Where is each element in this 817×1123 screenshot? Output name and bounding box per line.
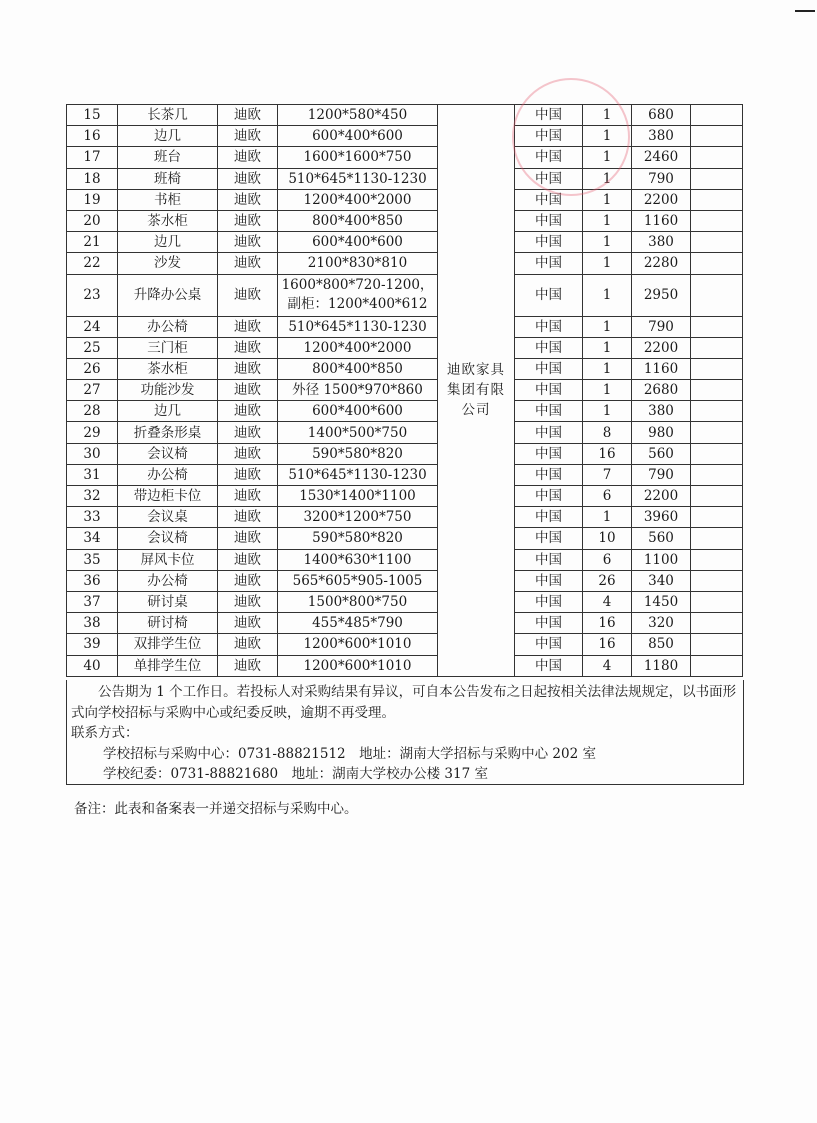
cell-item-name: 办公椅 xyxy=(118,570,218,591)
cell-unit-price: 680 xyxy=(632,105,691,126)
cell-quantity: 8 xyxy=(583,422,632,443)
cell-brand: 迪欧 xyxy=(218,528,278,549)
cell-item-name: 茶水柜 xyxy=(118,210,218,231)
cell-item-name: 研讨桌 xyxy=(118,591,218,612)
table-row xyxy=(67,655,743,676)
cell-origin: 中国 xyxy=(515,316,583,337)
cell-number: 24 xyxy=(67,316,118,337)
cell-quantity: 1 xyxy=(583,380,632,401)
cell-spec: 590*580*820 xyxy=(278,443,438,464)
cell-spec: 510*645*1130-1230 xyxy=(278,316,438,337)
table-row xyxy=(67,443,743,464)
cell-number: 29 xyxy=(67,422,118,443)
cell-number: 32 xyxy=(67,486,118,507)
table-row xyxy=(67,232,743,253)
scan-corner-mark xyxy=(795,10,815,12)
cell-origin: 中国 xyxy=(515,655,583,676)
cell-unit-price: 2950 xyxy=(632,274,691,316)
cell-origin: 中国 xyxy=(515,507,583,528)
cell-unit-price: 790 xyxy=(632,316,691,337)
cell-origin: 中国 xyxy=(515,253,583,274)
cell-remark xyxy=(691,380,743,401)
cell-unit-price: 850 xyxy=(632,634,691,655)
cell-supplier: 迪欧家具集团有限公司 xyxy=(438,105,515,677)
cell-brand: 迪欧 xyxy=(218,168,278,189)
cell-number: 18 xyxy=(67,168,118,189)
cell-brand: 迪欧 xyxy=(218,380,278,401)
spec-line-2: 副柜：1200*400*612 xyxy=(287,296,428,312)
cell-spec: 600*400*600 xyxy=(278,401,438,422)
cell-brand: 迪欧 xyxy=(218,422,278,443)
cell-quantity: 16 xyxy=(583,613,632,634)
cell-remark xyxy=(691,274,743,316)
cell-item-name: 班台 xyxy=(118,147,218,168)
cell-remark xyxy=(691,549,743,570)
cell-spec: 565*605*905-1005 xyxy=(278,570,438,591)
cell-quantity: 4 xyxy=(583,591,632,612)
cell-number: 28 xyxy=(67,401,118,422)
cell-spec: 800*400*850 xyxy=(278,358,438,379)
cell-spec: 1600*1600*750 xyxy=(278,147,438,168)
cell-spec: 510*645*1130-1230 xyxy=(278,464,438,485)
cell-origin: 中国 xyxy=(515,591,583,612)
cell-number: 35 xyxy=(67,549,118,570)
cell-remark xyxy=(691,316,743,337)
cell-number: 19 xyxy=(67,189,118,210)
cell-unit-price: 790 xyxy=(632,168,691,189)
cell-remark xyxy=(691,570,743,591)
cell-item-name: 带边柜卡位 xyxy=(118,486,218,507)
cell-spec: 1200*400*2000 xyxy=(278,189,438,210)
cell-origin: 中国 xyxy=(515,443,583,464)
cell-item-name: 边几 xyxy=(118,126,218,147)
footer-note: 备注：此表和备案表一并递交招标与采购中心。 xyxy=(74,801,358,817)
table-row xyxy=(67,422,743,443)
cell-remark xyxy=(691,189,743,210)
table-row xyxy=(67,570,743,591)
cell-unit-price: 1100 xyxy=(632,549,691,570)
cell-brand: 迪欧 xyxy=(218,274,278,316)
cell-spec: 800*400*850 xyxy=(278,210,438,231)
cell-origin: 中国 xyxy=(515,634,583,655)
table-row xyxy=(67,316,743,337)
cell-quantity: 1 xyxy=(583,337,632,358)
cell-unit-price: 2200 xyxy=(632,189,691,210)
cell-origin: 中国 xyxy=(515,126,583,147)
cell-unit-price: 1160 xyxy=(632,358,691,379)
cell-spec: 1200*400*2000 xyxy=(278,337,438,358)
cell-origin: 中国 xyxy=(515,147,583,168)
cell-origin: 中国 xyxy=(515,274,583,316)
cell-quantity: 1 xyxy=(583,316,632,337)
cell-remark xyxy=(691,253,743,274)
cell-remark xyxy=(691,401,743,422)
cell-item-name: 办公椅 xyxy=(118,316,218,337)
contact-procurement-center: 学校招标与采购中心：0731-88821512 地址：湖南大学招标与采购中心 202 室 xyxy=(103,745,596,762)
cell-number: 26 xyxy=(67,358,118,379)
cell-number: 30 xyxy=(67,443,118,464)
cell-spec: 455*485*790 xyxy=(278,613,438,634)
cell-unit-price: 790 xyxy=(632,464,691,485)
cell-origin: 中国 xyxy=(515,337,583,358)
table-row xyxy=(67,189,743,210)
cell-quantity: 16 xyxy=(583,634,632,655)
cell-number: 31 xyxy=(67,464,118,485)
cell-item-name: 单排学生位 xyxy=(118,655,218,676)
cell-origin: 中国 xyxy=(515,210,583,231)
cell-unit-price: 2200 xyxy=(632,486,691,507)
table-row xyxy=(67,337,743,358)
cell-origin: 中国 xyxy=(515,189,583,210)
table-row xyxy=(67,613,743,634)
cell-quantity: 1 xyxy=(583,401,632,422)
cell-brand: 迪欧 xyxy=(218,105,278,126)
cell-unit-price: 1160 xyxy=(632,210,691,231)
cell-remark xyxy=(691,105,743,126)
cell-quantity: 1 xyxy=(583,253,632,274)
cell-brand: 迪欧 xyxy=(218,232,278,253)
cell-spec: 外径 1500*970*860 xyxy=(278,380,438,401)
table-row xyxy=(67,486,743,507)
cell-quantity: 10 xyxy=(583,528,632,549)
cell-quantity: 16 xyxy=(583,443,632,464)
cell-brand: 迪欧 xyxy=(218,507,278,528)
cell-spec xyxy=(278,274,438,316)
cell-remark xyxy=(691,613,743,634)
cell-brand: 迪欧 xyxy=(218,126,278,147)
table-row xyxy=(67,380,743,401)
cell-number: 17 xyxy=(67,147,118,168)
cell-number: 20 xyxy=(67,210,118,231)
cell-quantity: 1 xyxy=(583,189,632,210)
cell-brand: 迪欧 xyxy=(218,358,278,379)
cell-number: 15 xyxy=(67,105,118,126)
cell-number: 38 xyxy=(67,613,118,634)
contact-discipline-committee: 学校纪委：0731-88821680 地址：湖南大学校办公楼 317 室 xyxy=(103,766,488,782)
cell-unit-price: 380 xyxy=(632,232,691,253)
cell-number: 27 xyxy=(67,380,118,401)
cell-unit-price: 1180 xyxy=(632,655,691,676)
cell-quantity: 1 xyxy=(583,232,632,253)
notice-text: 公告期为 1 个工作日。若投标人对采购结果有异议，可自本公告发布之日起按相关法律法规规定，以书面形式向学校招标与采购中心或纪委反映，逾期不再受理。 xyxy=(71,684,737,721)
cell-unit-price: 980 xyxy=(632,422,691,443)
cell-quantity: 1 xyxy=(583,147,632,168)
cell-spec: 1200*600*1010 xyxy=(278,634,438,655)
cell-brand: 迪欧 xyxy=(218,591,278,612)
cell-spec: 1200*580*450 xyxy=(278,105,438,126)
cell-item-name: 边几 xyxy=(118,232,218,253)
notice-box xyxy=(66,680,744,785)
cell-item-name: 书柜 xyxy=(118,189,218,210)
cell-item-name: 双排学生位 xyxy=(118,634,218,655)
cell-origin: 中国 xyxy=(515,401,583,422)
cell-number: 25 xyxy=(67,337,118,358)
cell-spec: 3200*1200*750 xyxy=(278,507,438,528)
cell-item-name: 沙发 xyxy=(118,253,218,274)
cell-origin: 中国 xyxy=(515,358,583,379)
cell-origin: 中国 xyxy=(515,570,583,591)
cell-quantity: 7 xyxy=(583,464,632,485)
cell-brand: 迪欧 xyxy=(218,634,278,655)
cell-quantity: 1 xyxy=(583,210,632,231)
cell-item-name: 升降办公桌 xyxy=(118,274,218,316)
cell-number: 40 xyxy=(67,655,118,676)
cell-remark xyxy=(691,486,743,507)
table-row xyxy=(67,401,743,422)
cell-number: 36 xyxy=(67,570,118,591)
cell-brand: 迪欧 xyxy=(218,337,278,358)
table-row xyxy=(67,528,743,549)
cell-remark xyxy=(691,232,743,253)
cell-brand: 迪欧 xyxy=(218,253,278,274)
cell-brand: 迪欧 xyxy=(218,189,278,210)
cell-quantity: 6 xyxy=(583,549,632,570)
cell-spec: 1400*630*1100 xyxy=(278,549,438,570)
cell-remark xyxy=(691,464,743,485)
cell-origin: 中国 xyxy=(515,380,583,401)
cell-item-name: 会议椅 xyxy=(118,443,218,464)
cell-brand: 迪欧 xyxy=(218,613,278,634)
cell-brand: 迪欧 xyxy=(218,464,278,485)
cell-brand: 迪欧 xyxy=(218,316,278,337)
cell-spec: 590*580*820 xyxy=(278,528,438,549)
cell-unit-price: 320 xyxy=(632,613,691,634)
cell-origin: 中国 xyxy=(515,168,583,189)
cell-remark xyxy=(691,168,743,189)
cell-number: 16 xyxy=(67,126,118,147)
cell-unit-price: 340 xyxy=(632,570,691,591)
table-row xyxy=(67,634,743,655)
table-row xyxy=(67,464,743,485)
cell-item-name: 茶水柜 xyxy=(118,358,218,379)
cell-remark xyxy=(691,507,743,528)
cell-remark xyxy=(691,126,743,147)
cell-quantity: 1 xyxy=(583,126,632,147)
cell-spec: 600*400*600 xyxy=(278,126,438,147)
table-row xyxy=(67,274,743,316)
cell-origin: 中国 xyxy=(515,613,583,634)
cell-unit-price: 1450 xyxy=(632,591,691,612)
cell-remark xyxy=(691,147,743,168)
cell-item-name: 屏风卡位 xyxy=(118,549,218,570)
cell-unit-price: 2280 xyxy=(632,253,691,274)
cell-number: 22 xyxy=(67,253,118,274)
cell-quantity: 26 xyxy=(583,570,632,591)
cell-brand: 迪欧 xyxy=(218,486,278,507)
cell-remark xyxy=(691,528,743,549)
cell-origin: 中国 xyxy=(515,464,583,485)
cell-remark xyxy=(691,634,743,655)
cell-brand: 迪欧 xyxy=(218,443,278,464)
cell-brand: 迪欧 xyxy=(218,549,278,570)
cell-remark xyxy=(691,210,743,231)
cell-number: 33 xyxy=(67,507,118,528)
cell-remark xyxy=(691,422,743,443)
cell-origin: 中国 xyxy=(515,232,583,253)
cell-remark xyxy=(691,358,743,379)
cell-item-name: 折叠条形桌 xyxy=(118,422,218,443)
cell-number: 39 xyxy=(67,634,118,655)
cell-origin: 中国 xyxy=(515,549,583,570)
cell-remark xyxy=(691,443,743,464)
cell-spec: 1500*800*750 xyxy=(278,591,438,612)
table-row xyxy=(67,210,743,231)
cell-remark xyxy=(691,337,743,358)
table-row xyxy=(67,549,743,570)
cell-number: 23 xyxy=(67,274,118,316)
cell-brand: 迪欧 xyxy=(218,570,278,591)
cell-unit-price: 3960 xyxy=(632,507,691,528)
cell-number: 34 xyxy=(67,528,118,549)
cell-number: 21 xyxy=(67,232,118,253)
cell-unit-price: 560 xyxy=(632,528,691,549)
cell-remark xyxy=(691,591,743,612)
cell-quantity: 4 xyxy=(583,655,632,676)
spec-line-1: 1600*800*720-1200， xyxy=(281,277,434,293)
cell-brand: 迪欧 xyxy=(218,210,278,231)
cell-item-name: 三门柜 xyxy=(118,337,218,358)
cell-spec: 600*400*600 xyxy=(278,232,438,253)
cell-unit-price: 380 xyxy=(632,126,691,147)
cell-spec: 1530*1400*1100 xyxy=(278,486,438,507)
cell-quantity: 1 xyxy=(583,358,632,379)
cell-quantity: 1 xyxy=(583,168,632,189)
cell-unit-price: 560 xyxy=(632,443,691,464)
cell-item-name: 办公椅 xyxy=(118,464,218,485)
cell-unit-price: 2460 xyxy=(632,147,691,168)
table-row xyxy=(67,591,743,612)
cell-brand: 迪欧 xyxy=(218,655,278,676)
cell-remark xyxy=(691,655,743,676)
cell-spec: 1400*500*750 xyxy=(278,422,438,443)
cell-item-name: 会议桌 xyxy=(118,507,218,528)
cell-spec: 2100*830*810 xyxy=(278,253,438,274)
cell-spec: 1200*600*1010 xyxy=(278,655,438,676)
cell-brand: 迪欧 xyxy=(218,401,278,422)
cell-unit-price: 2200 xyxy=(632,337,691,358)
table-row xyxy=(67,507,743,528)
cell-origin: 中国 xyxy=(515,528,583,549)
table-row xyxy=(67,105,743,126)
cell-unit-price: 2680 xyxy=(632,380,691,401)
cell-origin: 中国 xyxy=(515,105,583,126)
cell-quantity: 1 xyxy=(583,507,632,528)
cell-number: 37 xyxy=(67,591,118,612)
table-row xyxy=(67,126,743,147)
cell-quantity: 1 xyxy=(583,105,632,126)
table-row xyxy=(67,253,743,274)
cell-item-name: 研讨椅 xyxy=(118,613,218,634)
procurement-result-table xyxy=(66,104,743,677)
table-row xyxy=(67,147,743,168)
cell-quantity: 6 xyxy=(583,486,632,507)
cell-item-name: 功能沙发 xyxy=(118,380,218,401)
cell-item-name: 班椅 xyxy=(118,168,218,189)
table-row xyxy=(67,168,743,189)
cell-item-name: 长茶几 xyxy=(118,105,218,126)
cell-brand: 迪欧 xyxy=(218,147,278,168)
table-row xyxy=(67,358,743,379)
cell-item-name: 会议椅 xyxy=(118,528,218,549)
cell-origin: 中国 xyxy=(515,422,583,443)
contact-title: 联系方式： xyxy=(71,725,139,741)
cell-quantity: 1 xyxy=(583,274,632,316)
cell-origin: 中国 xyxy=(515,486,583,507)
cell-spec: 510*645*1130-1230 xyxy=(278,168,438,189)
cell-unit-price: 380 xyxy=(632,401,691,422)
cell-item-name: 边几 xyxy=(118,401,218,422)
